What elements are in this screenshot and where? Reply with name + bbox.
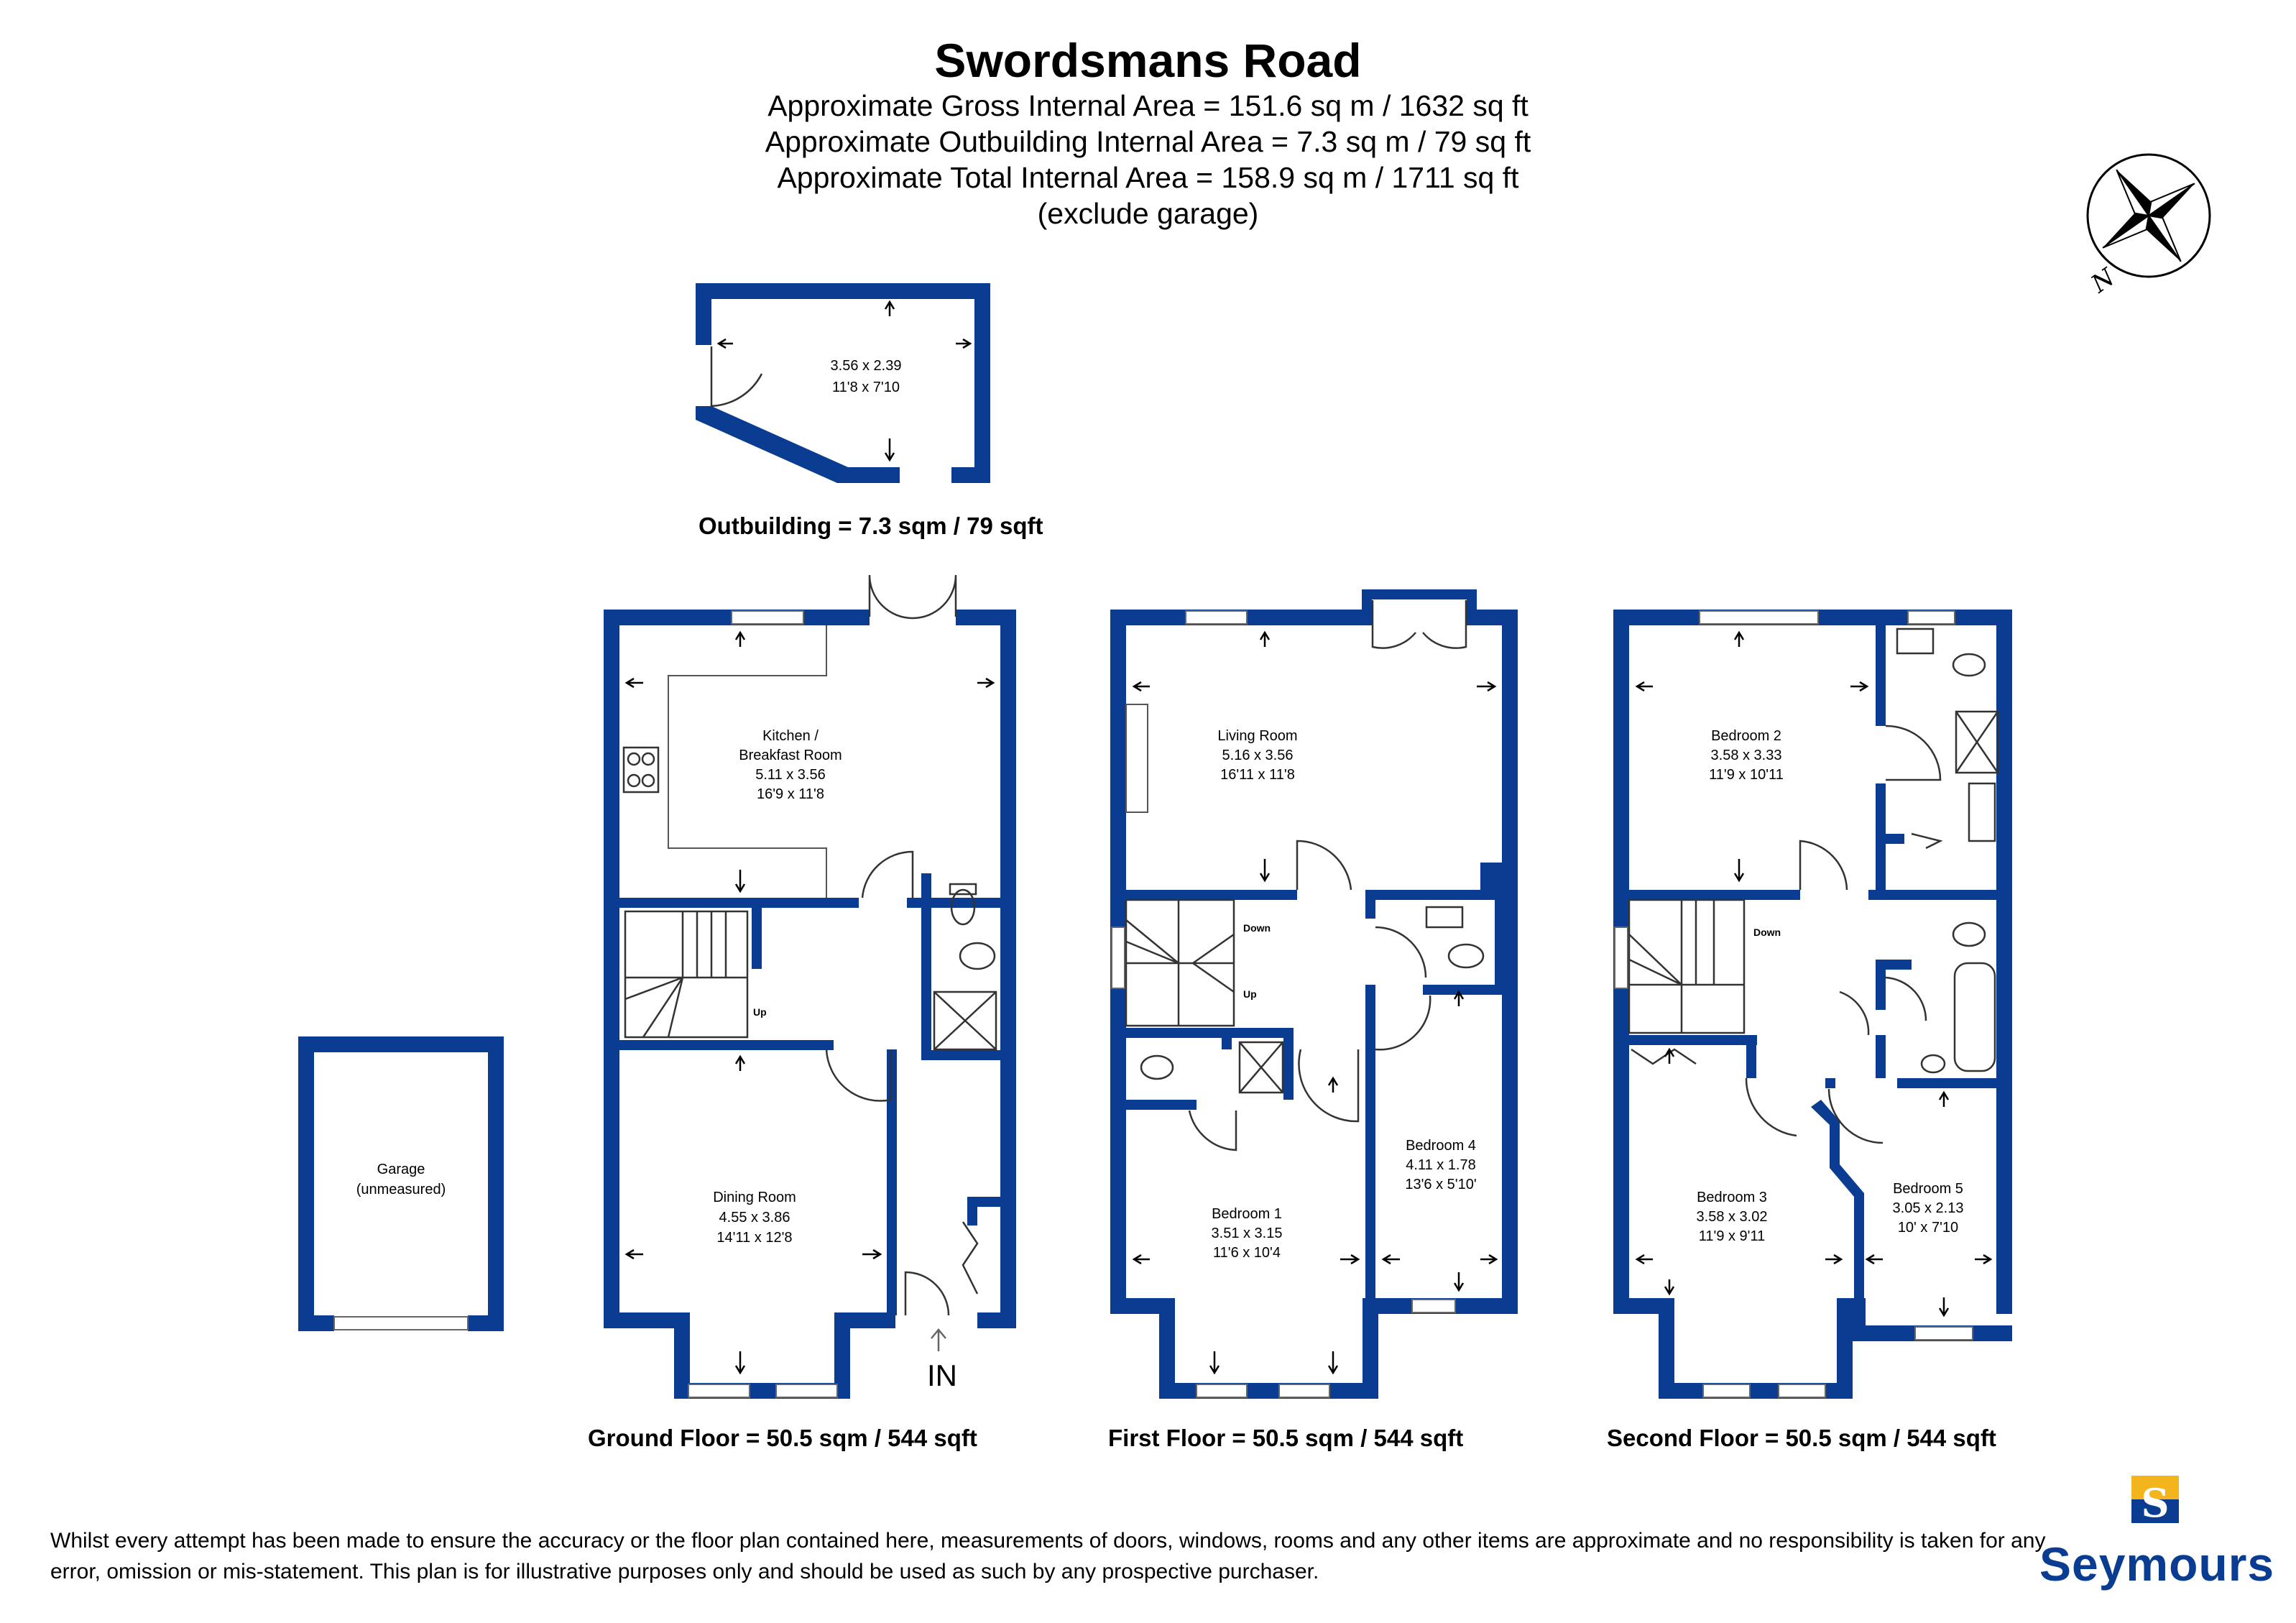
ground-stairs-up: Up — [753, 1006, 767, 1018]
second-floor-walls — [1613, 610, 2012, 1399]
coat-cupboard-doors — [963, 1222, 977, 1294]
bedroom5-name: Bedroom 5 — [1893, 1181, 1963, 1197]
second-floor-caption: Second Floor = 50.5 sqm / 544 sqft — [1607, 1425, 1996, 1451]
bedroom2-name: Bedroom 2 — [1711, 728, 1781, 744]
second-stairs — [1629, 900, 1744, 1033]
bed5-window — [1915, 1327, 1973, 1340]
kitchen-window — [732, 611, 803, 624]
exclude-garage-note: (exclude garage) — [1037, 197, 1259, 230]
kitchen-name-line2: Breakfast Room — [739, 748, 842, 763]
hob-icon — [624, 748, 658, 792]
garage-name: Garage — [377, 1162, 425, 1177]
garage-note: (unmeasured) — [356, 1182, 446, 1197]
first-stairs-down: Down — [1243, 922, 1271, 934]
bedroom5-dims-m: 3.05 x 2.13 — [1892, 1200, 1964, 1216]
dining-door — [826, 1049, 891, 1101]
bed3-window-right — [1779, 1384, 1825, 1397]
first-stairs-up: Up — [1243, 988, 1257, 1000]
bed1-window-left — [1197, 1384, 1247, 1397]
bedroom3-dims-ft: 11'9 x 9'11 — [1698, 1228, 1766, 1244]
living-door — [1297, 841, 1351, 890]
bedroom2-dims-m: 3.58 x 3.33 — [1710, 748, 1782, 763]
bed2-door — [1800, 841, 1847, 890]
outbuilding-area-line: Approximate Outbuilding Internal Area = 7.3 sq m / 79 sq ft — [765, 125, 1531, 158]
bedroom1-name: Bedroom 1 — [1212, 1206, 1282, 1222]
logo-letter: S — [2141, 1480, 2170, 1526]
bed2-window — [1700, 611, 1818, 624]
living-dims-m: 5.16 x 3.56 — [1222, 748, 1294, 763]
compass-north-label: N — [2085, 262, 2121, 299]
ground-stairs — [625, 911, 747, 1037]
bedroom3-name: Bedroom 3 — [1697, 1190, 1767, 1205]
ensuite-window — [1908, 611, 1955, 624]
second-stairs-down: Down — [1753, 927, 1781, 938]
bedroom4-dims-ft: 13'6 x 5'10' — [1405, 1177, 1477, 1192]
living-fireplace — [1126, 704, 1148, 812]
dining-name: Dining Room — [713, 1190, 796, 1205]
living-french-doors — [1373, 600, 1466, 648]
dining-window-left — [688, 1384, 750, 1397]
outbuilding-caption: Outbuilding = 7.3 sqm / 79 sqft — [699, 512, 1043, 539]
second-landing-window — [1615, 927, 1628, 988]
bed1-window-right — [1279, 1384, 1329, 1397]
kitchen-french-doors — [870, 575, 956, 618]
dining-dims-ft: 14'11 x 12'8 — [716, 1230, 793, 1246]
first-dim-arrows — [1134, 633, 1496, 1373]
bedroom1-dims-ft: 11'6 x 10'4 — [1212, 1245, 1281, 1261]
bedroom5-dims-ft: 10' x 7'10 — [1897, 1220, 1959, 1236]
living-window — [1186, 611, 1247, 624]
bedroom1-dims-m: 3.51 x 3.15 — [1211, 1226, 1283, 1241]
gross-area-line: Approximate Gross Internal Area = 151.6 sq m / 1632 sq ft — [767, 89, 1529, 122]
outbuilding-dims-m: 3.56 x 2.39 — [830, 358, 902, 374]
kitchen-dims-m: 5.11 x 3.56 — [755, 767, 826, 783]
bed4-window — [1412, 1300, 1455, 1312]
total-area-line: Approximate Total Internal Area = 158.9 sq m / 1711 sq ft — [777, 161, 1519, 194]
kitchen-name-line1: Kitchen / — [762, 728, 819, 744]
outbuilding-caption-ground: Ground Floor = 50.5 sqm / 544 sqft — [588, 1425, 977, 1451]
plan-title: Swordsmans Road — [934, 34, 1362, 87]
bath-door — [1840, 992, 1868, 1035]
kitchen-door — [862, 852, 913, 898]
second-bathrooms — [1886, 629, 1998, 1072]
entrance-label: IN — [927, 1358, 957, 1392]
bed3-wardrobe — [1631, 1049, 1696, 1064]
landing-window — [1112, 927, 1125, 988]
outbuilding-door — [711, 346, 762, 406]
ground-shower-room — [934, 884, 996, 1049]
disclaimer-text: Whilst every attempt has been made to ensure the accuracy or the floor plan contained here, measurements of doors, windows, rooms and any other items are approximate and no responsibility is taken for any error, omission or mis-statement. This plan is for illustrative purposes only and should be used as such by any prospective purchaser. — [50, 1529, 2046, 1583]
seymours-logo-icon — [2131, 1476, 2179, 1526]
bedroom3-dims-m: 3.58 x 3.02 — [1696, 1209, 1768, 1225]
bedroom2-dims-ft: 11'9 x 10'11 — [1709, 767, 1784, 783]
front-door — [905, 1272, 949, 1315]
kitchen-dims-ft: 16'9 x 11'8 — [756, 786, 825, 802]
dining-dims-m: 4.55 x 3.86 — [719, 1210, 790, 1226]
brand-name: Seymours — [2039, 1537, 2275, 1591]
bedroom4-dims-m: 4.11 x 1.78 — [1406, 1157, 1476, 1173]
living-dims-ft: 16'11 x 11'8 — [1220, 767, 1295, 783]
bedroom4-name: Bedroom 4 — [1406, 1138, 1476, 1154]
living-name: Living Room — [1217, 728, 1298, 744]
first-floor-caption: First Floor = 50.5 sqm / 544 sqft — [1108, 1425, 1464, 1451]
outbuilding-dims-ft: 11'8 x 7'10 — [831, 380, 900, 395]
hob-burners — [628, 753, 654, 786]
bed3-window-left — [1703, 1384, 1750, 1397]
first-stairs — [1126, 900, 1234, 1026]
bed3-door — [1746, 1078, 1797, 1136]
dining-window-right — [776, 1384, 837, 1397]
